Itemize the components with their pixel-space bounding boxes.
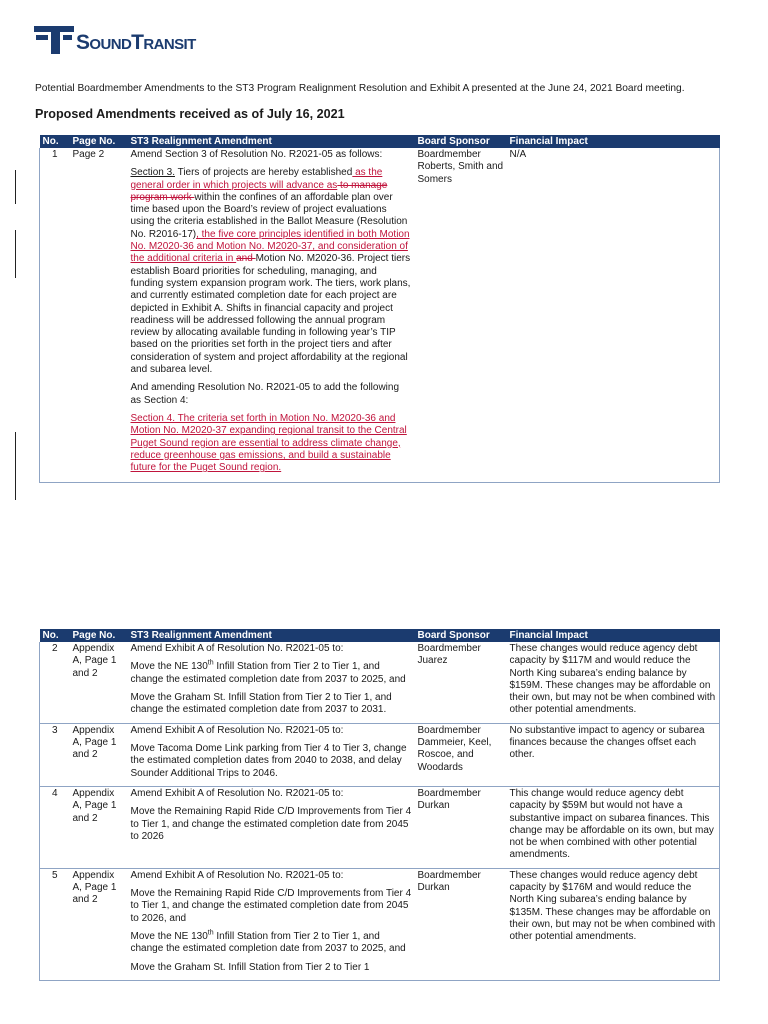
amendment-item: [131, 931, 412, 956]
section-3-text: [131, 167, 412, 376]
text-run: Move the NE 130: [130, 661, 208, 673]
text-run: Tiers of projects are hereby established: [174, 167, 353, 179]
cell-no: 3: [40, 723, 70, 786]
amendment-intro: Amend Exhibit A of Resolution No. R2021-05 to:: [130, 787, 344, 799]
header-financial-impact: Financial Impact: [507, 629, 720, 642]
cell-financial-impact: These changes would reduce agency debt capacity by $117M and would reduce the North King subarea’s ending balance by $159M. These changes may be affordable on their own, but may not be when combined with other potential amendments.: [507, 642, 720, 723]
header-amendment: ST3 Realignment Amendment: [128, 135, 415, 148]
header-page-no: Page No.: [70, 629, 128, 642]
cell-financial-impact: No substantive impact to agency or subarea finances because the changes offset each other.: [507, 723, 720, 786]
amendments-table-1: [39, 135, 720, 483]
logo-wordmark: SoundTransit: [76, 31, 196, 54]
cell-sponsor: Boardmember Durkan: [415, 786, 507, 868]
amendments-table-2: [39, 629, 720, 981]
table-header-row: [40, 135, 720, 148]
amendment-intro: Amend Exhibit A of Resolution No. R2021-05 to:: [130, 869, 344, 881]
amendment-item: Move the Graham St. Infill Station from Tier 2 to Tier 1, and change the estimated completion date from 2037 to 2031.: [130, 691, 392, 716]
cell-no: 2: [40, 642, 70, 723]
table-row: [40, 642, 720, 723]
superscript: th: [207, 659, 214, 667]
text-run: Infill Station from Tier 2 to Tier 1, and change the estimated completion date from 2037 to 2025, and: [130, 661, 406, 685]
cell-page: Page 2: [70, 148, 128, 483]
header-no: No.: [40, 629, 70, 642]
cell-page: Appendix A, Page 1 and 2: [70, 868, 128, 980]
change-bar: [15, 170, 16, 204]
text-run: within the confines of an affordable plan over time based upon the Board’s review of project evaluations using the criteria established in the Ballot Measure (Resolution No. R2016-17): [130, 191, 408, 240]
table-row: [40, 723, 720, 786]
header-no: No.: [40, 135, 70, 148]
table-row: [40, 868, 720, 980]
amendment-item: Move the Remaining Rapid Ride C/D Improvements from Tier 4 to Tier 1, and change the estimated completion date from 2045 to 2026, and: [130, 888, 412, 924]
header-board-sponsor: Board Sponsor: [415, 629, 507, 642]
amendment-item: [131, 661, 412, 686]
sound-transit-logo: [34, 26, 294, 56]
text-run: Infill Station from Tier 2 to Tier 1, and change the estimated completion date from 2037 to 2025, and: [130, 930, 406, 955]
header-board-sponsor: Board Sponsor: [415, 135, 507, 148]
superscript: th: [207, 929, 214, 937]
cell-sponsor: Boardmember Roberts, Smith and Somers: [415, 148, 507, 483]
cell-financial-impact: This change would reduce agency debt capacity by $59M but would not have a substantive impact on subarea finances. This change may be affordable on its own, but may not be when combined with other potential amendments.: [507, 786, 720, 868]
cell-amendment: [128, 786, 415, 868]
cell-amendment: [128, 723, 415, 786]
cell-amendment: [128, 642, 415, 723]
cell-page: Appendix A, Page 1 and 2: [70, 723, 128, 786]
table-row: [40, 148, 720, 483]
cell-financial-impact: N/A: [507, 148, 720, 483]
cell-amendment: [128, 868, 415, 980]
inserted-text: as the general order in which projects will advance as: [130, 167, 383, 191]
cell-page: Appendix A, Page 1 and 2: [70, 642, 128, 723]
text-run: Motion No. M2020-36. Project tiers establish Board priorities for scheduling, managing, and funding system expansion program work. The tiers, work plans, and currently estimated completion date for each project are depicted in Exhibit A. Shifts in financial capacity and project readiness will be addressed following the annual program review by allocating available funding in following year’s TIP based on the priorities set forth in the project tiers and after consideration of system and project affordability at the regional and subarea level.: [130, 253, 411, 376]
cell-no: 5: [40, 868, 70, 980]
inserted-text: , the five core principles identified in both Motion No. M2020-36 and Motion No. M2020-37, and consideration of the additional criteria in: [130, 228, 410, 265]
cell-sponsor: Boardmember Dammeier, Keel, Roscoe, and Woodards: [415, 723, 507, 786]
cell-financial-impact: These changes would reduce agency debt capacity by $176M and would reduce the North King subarea’s ending balance by $135M. These changes may be affordable on their own, but may not be when combined with other potential amendments.: [507, 868, 720, 980]
deleted-text: and: [236, 253, 256, 265]
change-bar: [15, 230, 16, 278]
cell-sponsor: Boardmember Juarez: [415, 642, 507, 723]
cell-sponsor: Boardmember Durkan: [415, 868, 507, 980]
add-section-intro: And amending Resolution No. R2021-05 to add the following as Section 4:: [130, 382, 400, 406]
header-amendment: ST3 Realignment Amendment: [128, 629, 415, 642]
header-financial-impact: Financial Impact: [507, 135, 720, 148]
amendment-intro: Amend Exhibit A of Resolution No. R2021-05 to:: [130, 724, 344, 736]
amendment-item: Move Tacoma Dome Link parking from Tier 4 to Tier 3, change the estimated completion dates from 2040 to 2038, and delay Sounder Additional Trips to 2046.: [130, 743, 407, 779]
amendment-item: Move the Graham St. Infill Station from Tier 2 to Tier 1: [130, 961, 370, 973]
cell-no: 4: [40, 786, 70, 868]
cell-amendment: [128, 148, 415, 483]
cell-no: 1: [40, 148, 70, 483]
amendment-intro: Amend Exhibit A of Resolution No. R2021-05 to:: [130, 643, 344, 654]
section-4-text: Section 4. The criteria set forth in Motion No. M2020-36 and Motion No. M2020-37 expanding regional transit to the Central Puget Sound region are essential to address climate change, reduce greenhouse gas emissions, and build a sustainable future for the Puget Sound region.: [130, 412, 407, 474]
page-heading: Proposed Amendments received as of July 16, 2021: [35, 107, 345, 121]
sound-transit-logo-icon: [34, 26, 74, 54]
section-3-label: Section 3.: [130, 167, 175, 179]
amendment-item: Move the Remaining Rapid Ride C/D Improvements from Tier 4 to Tier 1, and change the estimated completion date from 2045 to 2026: [130, 806, 412, 842]
amendment-intro: Amend Section 3 of Resolution No. R2021-05 as follows:: [130, 149, 383, 160]
intro-text: Potential Boardmember Amendments to the ST3 Program Realignment Resolution and Exhibit A presented at the June 24, 2021 Board meeting.: [35, 83, 685, 94]
deleted-text: to manage program work: [130, 179, 388, 203]
cell-page: Appendix A, Page 1 and 2: [70, 786, 128, 868]
header-page-no: Page No.: [70, 135, 128, 148]
table-header-row: [40, 629, 720, 642]
change-bar: [15, 432, 16, 500]
text-run: Move the NE 130: [130, 930, 208, 942]
table-row: [40, 786, 720, 868]
